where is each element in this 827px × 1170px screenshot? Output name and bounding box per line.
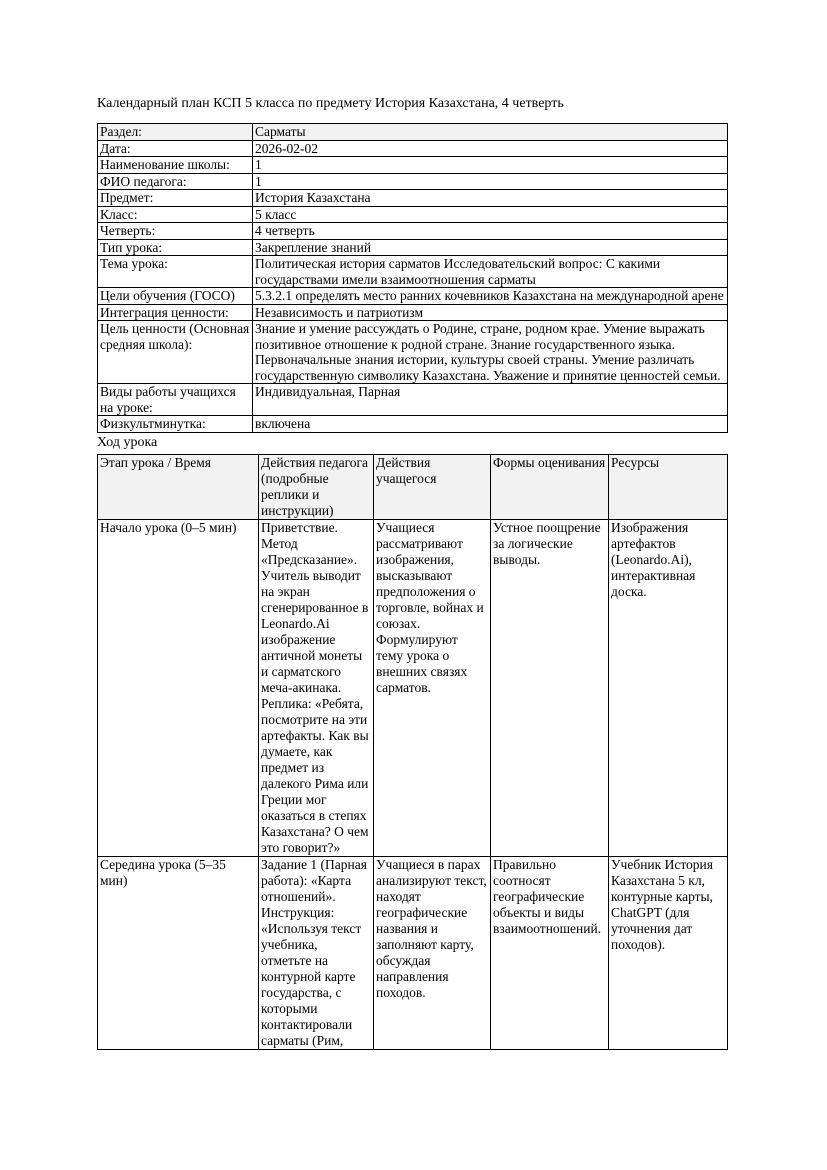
lesson-row-start	[98, 519, 728, 856]
info-row-values-goal	[98, 321, 728, 384]
info-value: включена	[253, 416, 728, 433]
info-label: Тип урока:	[98, 239, 253, 256]
info-row-class	[98, 206, 728, 223]
student-actions-cell: Учащиеся в парах анализируют текст, находят географические названия и заполняют карту, обсуждая направления походов.	[374, 856, 491, 1049]
info-label: Раздел:	[98, 124, 253, 141]
teacher-actions-cell: Задание 1 (Парная работа): «Карта отношений». Инструкция: «Используя текст учебника, отметьте на контурной карте государства, с которыми контактировали сарматы (Рим,	[259, 856, 374, 1049]
info-row-school	[98, 157, 728, 174]
lesson-info-table	[97, 123, 728, 433]
info-value: Закрепление знаний	[253, 239, 728, 256]
info-label: Наименование школы:	[98, 157, 253, 174]
info-label: Дата:	[98, 140, 253, 157]
assessment-cell: Правильно соотносят географические объекты и виды взаимоотношений.	[491, 856, 609, 1049]
student-actions-cell: Учащиеся рассматривают изображения, высказывают предположения о торговле, войнах и союзах. Формулируют тему урока о внешних связях сарматов.	[374, 519, 491, 856]
info-label: Класс:	[98, 206, 253, 223]
teacher-actions-cell: Приветствие. Метод «Предсказание». Учитель выводит на экран сгенерированное в Leonardo.Ai изображение античной монеты и сарматского меча-акинака. Реплика: «Ребята, посмотрите на эти артефакты. Как вы думаете, как предмет из далекого Рима или Греции мог оказаться в степях Казахстана? О чем это говорит?»	[259, 519, 374, 856]
info-value: Индивидуальная, Парная	[253, 384, 728, 416]
section-heading: Ход урока	[97, 434, 158, 450]
info-row-phys-minute	[98, 416, 728, 433]
stage-cell: Начало урока (0–5 мин)	[98, 519, 259, 856]
lesson-row-middle	[98, 856, 728, 1049]
info-row-work-types	[98, 384, 728, 416]
resources-cell: Изображения артефактов (Leonardo.Ai), интерактивная доска.	[609, 519, 728, 856]
info-row-goals	[98, 288, 728, 305]
column-header-assessment: Формы оценивания	[491, 454, 609, 519]
info-row-section	[98, 124, 728, 141]
stage-cell: Середина урока (5–35 мин)	[98, 856, 259, 1049]
info-row-date	[98, 140, 728, 157]
resources-cell: Учебник История Казахстана 5 кл, контурные карты, ChatGPT (для уточнения дат походов).	[609, 856, 728, 1049]
column-header-resources: Ресурсы	[609, 454, 728, 519]
lesson-flow-table	[97, 454, 728, 1050]
column-header-stage: Этап урока / Время	[98, 454, 259, 519]
info-label: Физкультминутка:	[98, 416, 253, 433]
column-header-teacher-actions: Действия педагога (подробные реплики и инструкции)	[259, 454, 374, 519]
info-row-quarter	[98, 223, 728, 240]
info-row-lesson-type	[98, 239, 728, 256]
info-value: Сарматы	[253, 124, 728, 141]
column-header-student-actions: Действия учащегося	[374, 454, 491, 519]
document-title: Календарный план КСП 5 класса по предмету История Казахстана, 4 четверть	[97, 96, 564, 111]
info-value: Знание и умение рассуждать о Родине, стране, родном крае. Умение выражать позитивное отношение к родной стране. Знание государственного языка. Первоначальные знания истории, культуры своей страны. Умение различать государственную символику Казахстана. Уважение и принятие ценностей семьи.	[253, 321, 728, 384]
info-row-subject	[98, 190, 728, 207]
info-value: 1	[253, 157, 728, 174]
info-value: 2026-02-02	[253, 140, 728, 157]
info-label: Цель ценности (Основная средняя школа):	[98, 321, 253, 384]
info-label: Виды работы учащихся на уроке:	[98, 384, 253, 416]
info-label: Интеграция ценности:	[98, 304, 253, 321]
info-value: Независимость и патриотизм	[253, 304, 728, 321]
info-label: Четверть:	[98, 223, 253, 240]
info-value: 4 четверть	[253, 223, 728, 240]
assessment-cell: Устное поощрение за логические выводы.	[491, 519, 609, 856]
info-label: Тема урока:	[98, 256, 253, 288]
info-label: ФИО педагога:	[98, 173, 253, 190]
info-value: 1	[253, 173, 728, 190]
info-value: 5.3.2.1 определять место ранних кочевников Казахстана на международной арене	[253, 288, 728, 305]
info-row-values-integration	[98, 304, 728, 321]
info-label: Цели обучения (ГОСО)	[98, 288, 253, 305]
info-row-lesson-topic	[98, 256, 728, 288]
info-value: Политическая история сарматов Исследовательский вопрос: С какими государствами имели взаимоотношения сарматы	[253, 256, 728, 288]
info-row-teacher-name	[98, 173, 728, 190]
info-label: Предмет:	[98, 190, 253, 207]
info-value: История Казахстана	[253, 190, 728, 207]
header-row	[98, 454, 728, 519]
info-value: 5 класс	[253, 206, 728, 223]
